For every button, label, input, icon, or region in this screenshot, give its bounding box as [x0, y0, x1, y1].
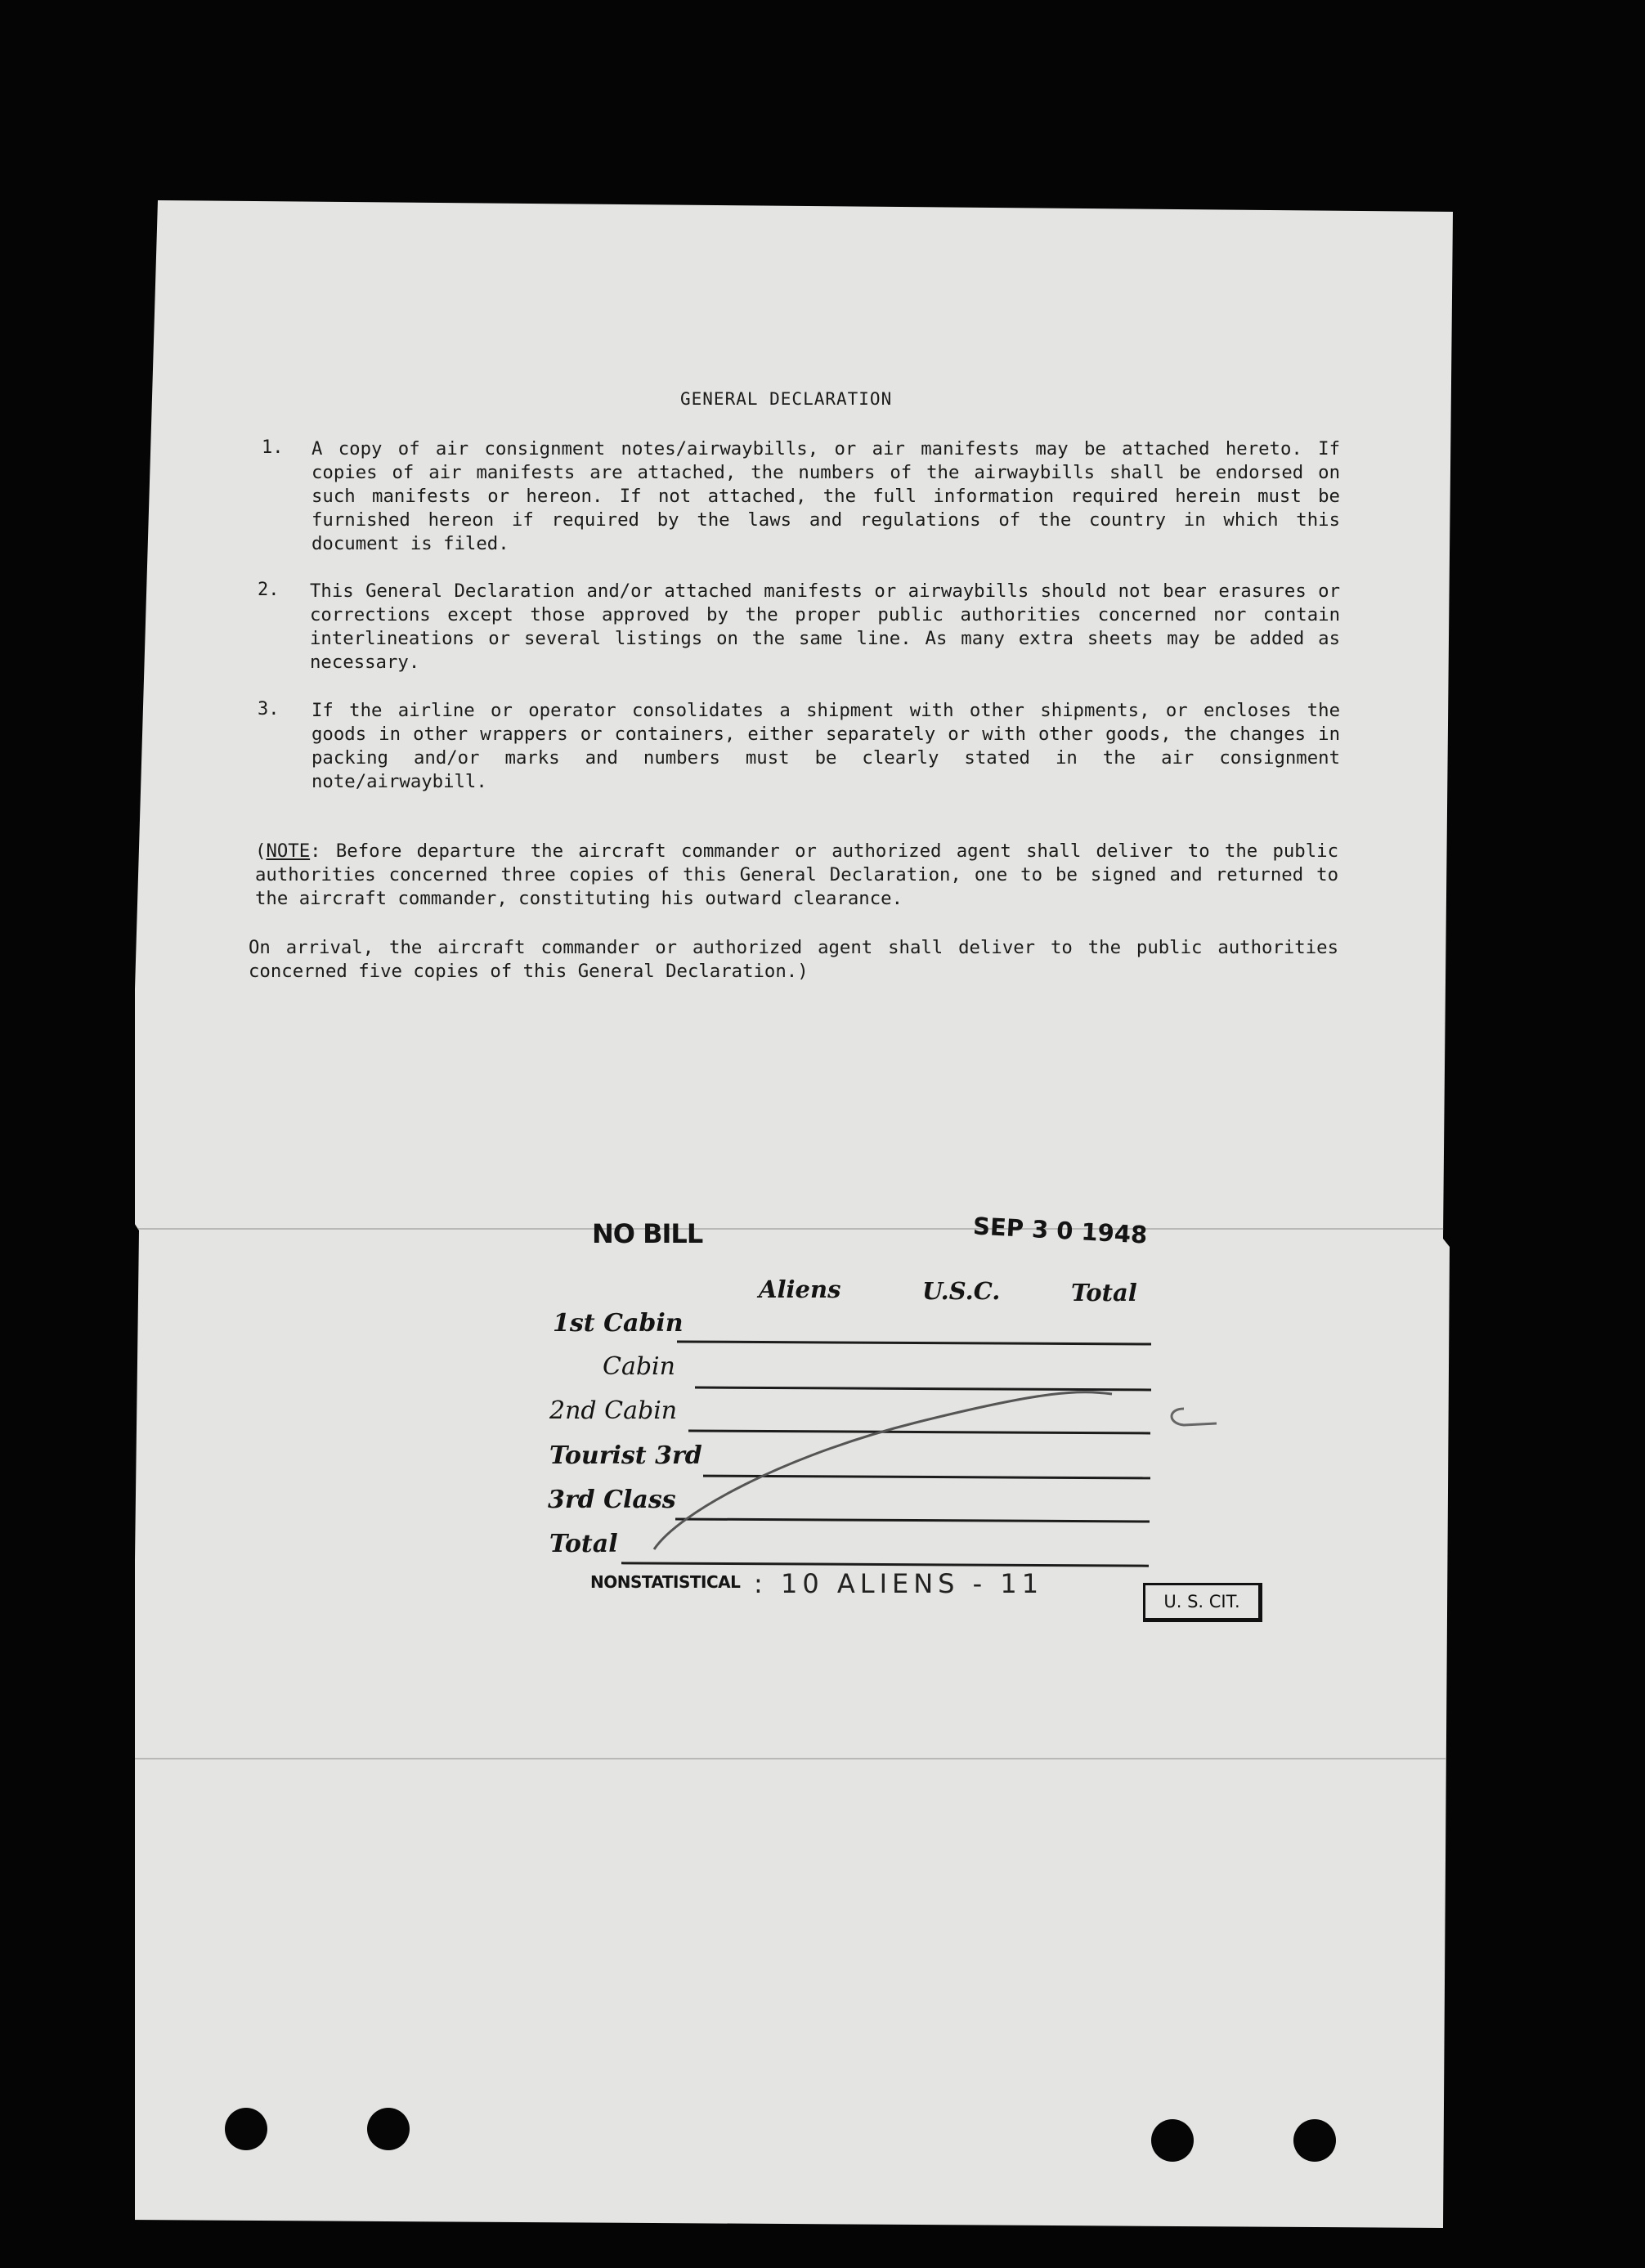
- row-label: Total: [549, 1530, 618, 1558]
- column-aliens: Aliens: [759, 1275, 841, 1303]
- row-label: 2nd Cabin: [549, 1396, 678, 1425]
- no-bill-stamp: NO BILL: [592, 1218, 703, 1249]
- document-title: GENERAL DECLARATION: [680, 389, 893, 409]
- punch-hole: [1151, 2119, 1194, 2162]
- row-label: Cabin: [603, 1352, 675, 1381]
- item-text: If the airline or operator consolidates a shipment with other shipments, or encloses the goods in other wrappers or containers, either separately or with other goods, the changes in packing and/or marks and numbers must be clearly stated in the air consignment note/airwaybill.: [312, 700, 1340, 792]
- item-number: 1.: [262, 437, 284, 458]
- arrival-paragraph: On arrival, the aircraft commander or authorized agent shall deliver to the public authorities concerned five copies of this General Declaration.): [249, 937, 1338, 982]
- item-number: 3.: [258, 699, 280, 719]
- handwritten-count: : 10 ALIENS - 11: [754, 1568, 1044, 1599]
- row-label: Tourist 3rd: [549, 1441, 702, 1470]
- date-stamp: SEP 3 0 1948: [972, 1212, 1149, 1249]
- column-usc: U.S.C.: [922, 1277, 1001, 1305]
- note-text: : Before departure the aircraft commander or authorized agent shall deliver to the public authorities concerned three copies of this General Declaration, one to be signed and returned to the aircraft commander, constituting his outward clearance.: [255, 840, 1338, 909]
- item-text: A copy of air consignment notes/airwaybills, or air manifests may be attached hereto. If copies of air manifests are attached, the numbers of the airwaybills shall be endorsed on such manifests or hereon. If not attached, the full information required herein must be furnished hereon if required by the laws and regulations of the country in which this document is filed.: [312, 438, 1340, 554]
- item-number: 2.: [258, 580, 280, 600]
- punch-hole: [1293, 2119, 1336, 2162]
- row-label: 3rd Class: [548, 1486, 676, 1514]
- column-total: Total: [1071, 1279, 1137, 1307]
- us-citizen-stamp: U. S. CIT.: [1143, 1583, 1262, 1622]
- note-open: (: [255, 840, 267, 862]
- item-text: This General Declaration and/or attached manifests or airwaybills should not bear erasures or corrections except those approved by the proper public authorities concerned nor contain interlineations or several listings on the same line. As many extra sheets may be added as necessary.: [310, 580, 1340, 673]
- punch-hole: [225, 2108, 267, 2150]
- punch-hole: [367, 2108, 410, 2150]
- note-label: NOTE: [266, 840, 311, 862]
- nonstatistical-label: NONSTATISTICAL: [590, 1572, 741, 1592]
- row-label: 1st Cabin: [553, 1309, 684, 1338]
